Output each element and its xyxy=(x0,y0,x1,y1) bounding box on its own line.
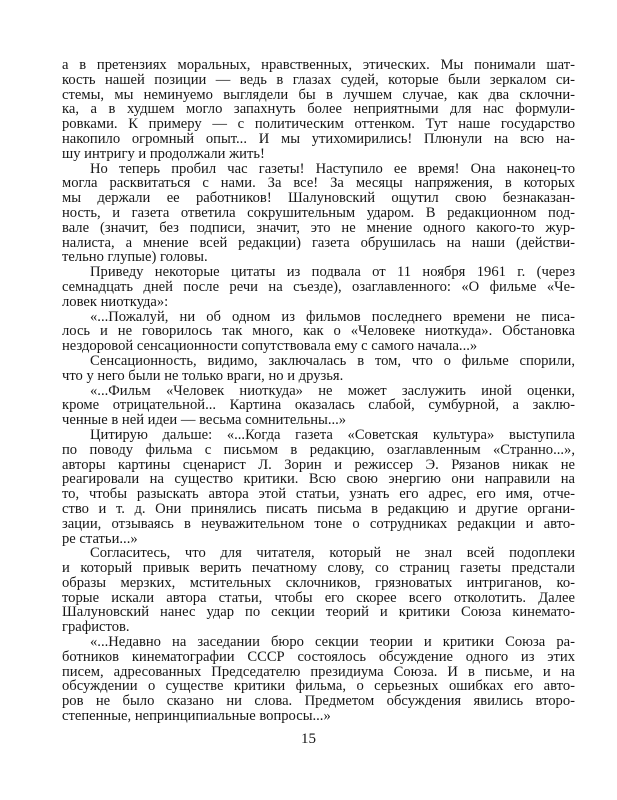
page-body-text xyxy=(62,58,575,724)
text-line: ров не было сказано ни слова. Предметом обсуждения явились второ- xyxy=(62,693,575,710)
text-line: Приведу некоторые цитаты из подвала от 11 ноября 1961 г. (через xyxy=(90,264,575,281)
text-line: Шалуновский нанес удар по секции теорий и критики Союза кинемато- xyxy=(62,604,575,621)
text-line: «...Пожалуй, ни об одном из фильмов последнего времени не писа- xyxy=(90,308,575,325)
text-line: Сенсационность, видимо, заключалась в том, что о фильме спорили, xyxy=(90,352,575,369)
text-line: ченные в ней идеи — весьма сомнительны...» xyxy=(62,412,347,429)
text-line: Цитирую дальше: «...Когда газета «Советская культура» выступила xyxy=(90,426,575,443)
text-line: кроме отрицательной... Картина оказалась слабой, сумбурной, а заклю- xyxy=(62,397,575,414)
page-number: 15 xyxy=(301,731,316,747)
text-line: шу интригу и продолжали жить! xyxy=(62,145,265,162)
text-line: семнадцать дней после речи на съезде), озаглавленного: «О фильме «Че- xyxy=(62,278,575,295)
text-line: ка, а в худшем могло запахнуть более неприятными для нас формули- xyxy=(62,101,575,118)
text-line: нездоровой сенсационности сопутствовала ему с самого начала...» xyxy=(62,338,478,355)
text-line: кость нашей позиции — ведь в глазах судей, которые были зеркалом си- xyxy=(62,71,575,88)
text-line: что у него были не только враги, но и друзья. xyxy=(62,367,344,384)
text-line: писем, адресованных Председателю президиума Союза. И в письме, и на xyxy=(62,663,575,680)
text-line: «...Фильм «Человек ниоткуда» не может заслужить иной оценки, xyxy=(90,382,575,399)
text-line: и который привык верить печатному слову, со страниц газеты предстали xyxy=(62,560,575,577)
text-line: вале (значит, без подписи, значит, это не мнение одного какого-то жур- xyxy=(62,219,575,236)
text-line: «...Недавно на заседании бюро секции теории и критики Союза ра- xyxy=(90,634,575,651)
text-line: реагировали на существо критики. Всю свою энергию они направили на xyxy=(62,471,575,488)
text-line: ре статьи...» xyxy=(62,530,138,547)
text-line: степенные, непринципиальные вопросы...» xyxy=(62,708,331,725)
text-line: налиста, а мнение всей редакции) газета обрушилась на наши (действи- xyxy=(62,234,575,251)
text-line: ловек ниоткуда»: xyxy=(62,293,169,310)
text-line: образы мерзких, мстительных склочников, грязноватых интриганов, ко- xyxy=(62,574,575,591)
text-line: могла расквитаться с нами. За все! За месяцы напряжения, в которых xyxy=(62,175,575,192)
text-line: Согласитесь, что для читателя, который не знал всей подоплеки xyxy=(90,545,575,562)
text-line: тельно глупые) головы. xyxy=(62,249,208,266)
text-line: ботников кинематографии СССР состоялось обсуждение одного из этих xyxy=(62,648,575,665)
text-line: а в претензиях моральных, нравственных, этических. Мы понимали шат- xyxy=(62,57,575,73)
text-line: графистов. xyxy=(62,619,130,636)
text-line: ровками. К примеру — с политическим оттенком. Тут наше государство xyxy=(62,116,575,133)
text-line: Но теперь пробил час газеты! Наступило ее время! Она наконец-то xyxy=(90,160,575,177)
text-line: накопило огромный опыт... И мы утихомирились! Плюнули на всю на- xyxy=(62,130,575,147)
text-line: зации, отзываясь в неуважительном тоне о сотрудниках редакции и авто- xyxy=(62,515,575,532)
text-line: то, чтобы разыскать автора этой статьи, узнать его адрес, его имя, отче- xyxy=(62,486,575,503)
text-line: лось и не говорилось так много, как о «Человеке ниоткуда». Обстановка xyxy=(62,323,575,340)
text-line: обсуждении о существе критики фильма, о серьезных ошибках его авто- xyxy=(62,678,575,695)
text-line: ность, и газета ответила сокрушительным ударом. В редакционном под- xyxy=(62,204,575,221)
text-line: авторы картины сценарист Л. Зорин и режиссер Э. Рязанов никак не xyxy=(62,456,575,473)
text-line: по поводу фильма с письмом в редакцию, озаглавленным «Странно...», xyxy=(62,441,575,458)
text-line: торые искали автора статьи, чтобы его скорее всего отколотить. Далее xyxy=(62,589,575,606)
text-line: мы держали ее работников! Шалуновский ощутил свою безнаказан- xyxy=(62,190,575,207)
text-line: стемы, мы неминуемо выглядели бы в лучшем случае, как два склочни- xyxy=(62,86,575,103)
text-line: ство и т. д. Они принялись писать письма в редакцию и другие органи- xyxy=(62,500,575,517)
